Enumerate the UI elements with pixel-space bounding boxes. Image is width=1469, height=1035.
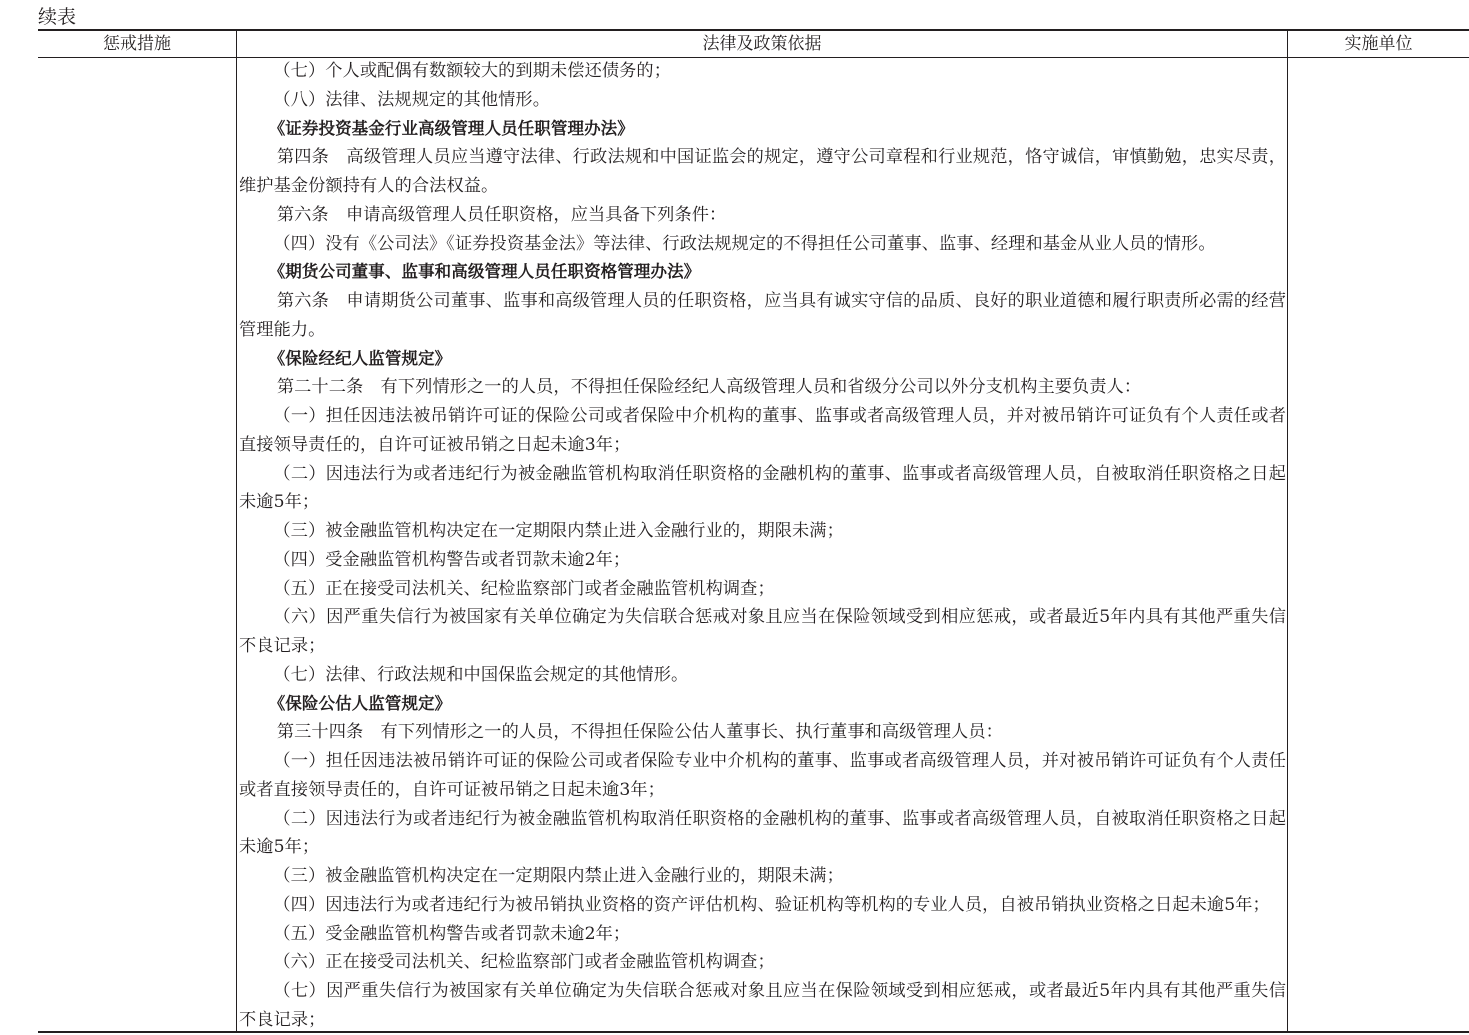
header-implementing-unit: 实施单位 [1344,34,1413,54]
law-clause: （三）被金融监管机构决定在一定期限内禁止进入金融行业的，期限未满； [273,866,844,886]
law-clause: （八）法律、法规规定的其他情形。 [273,89,550,110]
law-title: 《证券投资基金行业高级管理人员任职管理办法》 [268,118,634,138]
law-article: 第六条 申请高级管理人员任职资格，应当具备下列条件： [276,204,727,225]
law-article: 第二十二条 有下列情形之一的人员，不得担任保险经纪人高级管理人员和省级分公司以外分支机构主要负责人： [276,377,1142,398]
law-article: 第三十四条 有下列情形之一的人员，不得担任保险公估人董事长、执行董事和高级管理人员： [276,722,1003,743]
law-clause: （二）因违法行为或者违纪行为被金融监管机构取消任职资格的金融机构的董事、监事或者高级管理人员，自被取消任职资格之日起未逾5年； [239,808,1286,858]
column-divider-left [236,29,237,1033]
law-clause: （七）法律、行政法规和中国保监会规定的其他情形。 [273,664,689,685]
law-clause: （四）受金融监管机构警告或者罚款未逾2年； [273,549,631,570]
law-clause: （二）因违法行为或者违纪行为被金融监管机构取消任职资格的金融机构的董事、监事或者高级管理人员，自被取消任职资格之日起未逾5年； [239,463,1286,513]
table-continued-caption: 续表 [38,6,77,28]
legal-basis-cell [239,57,1286,1035]
law-clause: （七）个人或配偶有数额较大的到期未偿还债务的； [273,61,672,81]
column-divider-right [1287,29,1288,1033]
law-clause: （七）因严重失信行为被国家有关单位确定为失信联合惩戒对象且应当在保险领域受到相应惩戒，或者最近5年内具有其他严重失信不良记录； [239,981,1286,1030]
law-clause: （四）因违法行为或者违纪行为被吊销执业资格的资产评估机构、验证机构等机构的专业人员，自被吊销执业资格之日起未逾5年； [273,894,1270,915]
header-measure: 惩戒措施 [103,34,171,54]
header-legal-basis: 法律及政策依据 [702,34,822,54]
law-title: 《保险公估人监管规定》 [268,693,452,713]
law-clause: （五）正在接受司法机关、纪检监察部门或者金融监管机构调查； [273,578,775,599]
law-clause: （五）受金融监管机构警告或者罚款未逾2年； [273,923,631,944]
law-clause: （三）被金融监管机构决定在一定期限内禁止进入金融行业的，期限未满； [273,521,844,541]
law-clause: （四）没有《公司法》《证券投资基金法》等法律、行政法规规定的不得担任公司董事、监事、经理和基金从业人员的情形。 [273,233,1216,254]
law-article: 第六条 申请期货公司董事、监事和高级管理人员的任职资格，应当具有诚实守信的品质、良好的职业道德和履行职责所必需的经营管理能力。 [239,291,1286,340]
law-clause: （六）因严重失信行为被国家有关单位确定为失信联合惩戒对象且应当在保险领域受到相应惩戒，或者最近5年内具有其他严重失信不良记录； [239,607,1286,656]
law-article: 第四条 高级管理人员应当遵守法律、行政法规和中国证监会的规定，遵守公司章程和行业规范，恪守诚信，审慎勤勉，忠实尽责，维护基金份额持有人的合法权益。 [239,147,1286,196]
law-title: 《期货公司董事、监事和高级管理人员任职资格管理办法》 [268,262,701,282]
law-clause: （六）正在接受司法机关、纪检监察部门或者金融监管机构调查； [273,952,775,973]
law-clause: （一）担任因违法被吊销许可证的保险公司或者保险专业中介机构的董事、监事或者高级管理人员，并对被吊销许可证负有个人责任或者直接领导责任的，自许可证被吊销之日起未逾3年； [239,751,1286,800]
law-clause: （一）担任因违法被吊销许可证的保险公司或者保险中介机构的董事、监事或者高级管理人员，并对被吊销许可证负有个人责任或者直接领导责任的，自许可证被吊销之日起未逾3年； [239,406,1286,455]
law-title: 《保险经纪人监管规定》 [268,348,452,368]
